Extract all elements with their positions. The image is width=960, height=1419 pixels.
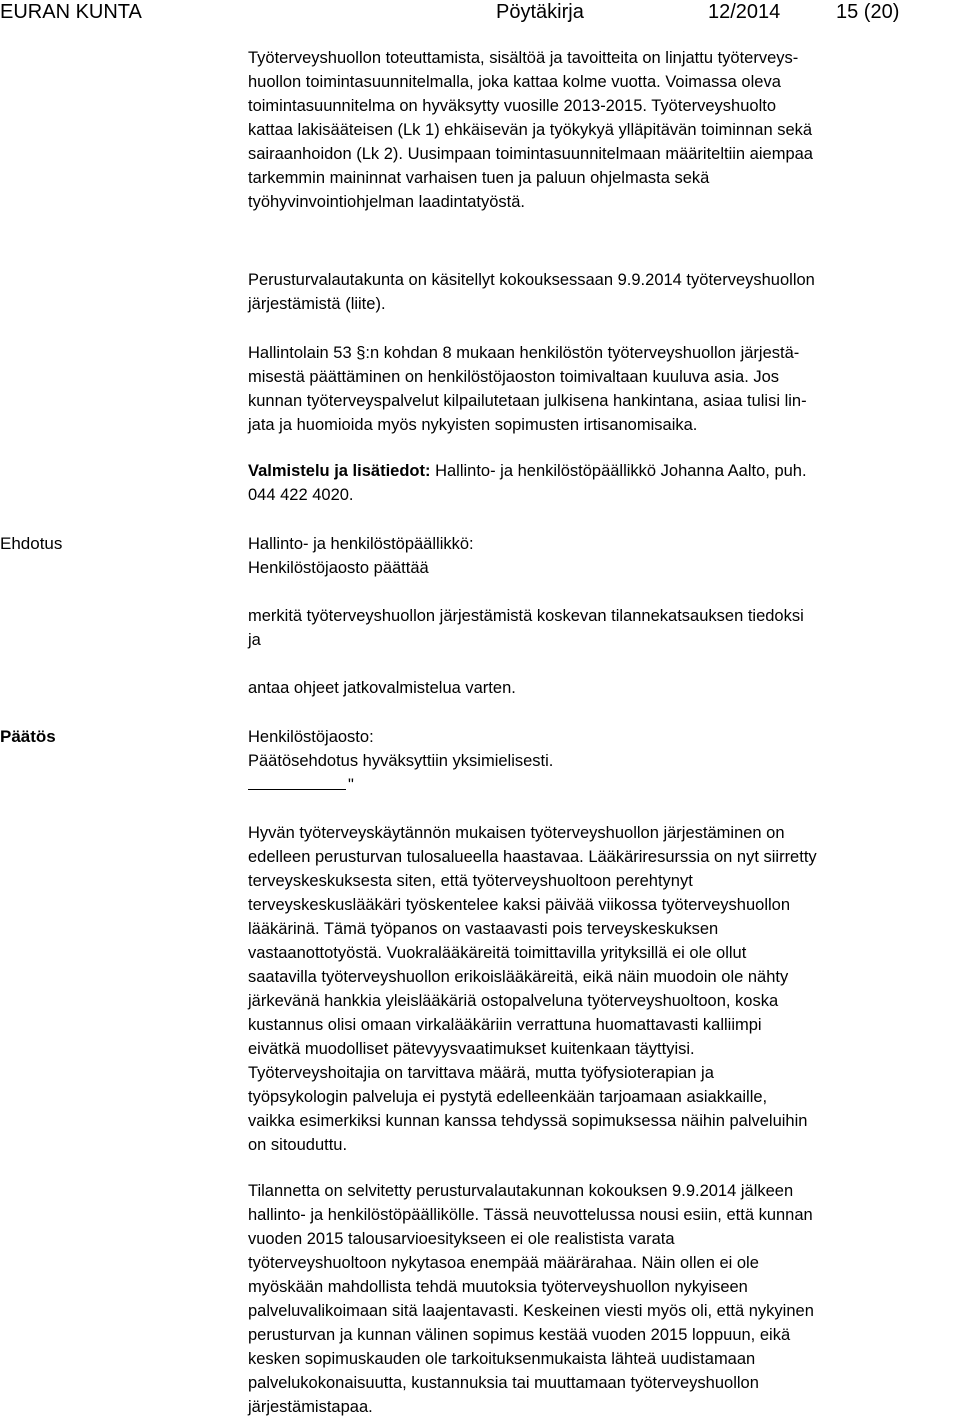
paatos-decision: Päätösehdotus hyväksyttiin yksimielisesti.	[248, 752, 554, 770]
perusturva-paragraph	[248, 268, 960, 316]
page-number: 15 (20)	[836, 1, 900, 23]
text-line: sairaanhoidon (Lk 2). Uusimpaan toimintasuunnitelmaan määriteltiin aiempaa	[248, 145, 813, 163]
text-line: Hyvän työterveyskäytännön mukaisen työterveyshuollon järjestäminen on	[248, 824, 785, 842]
text-line: vaikka esimerkiksi kunnan kanssa tehdyssä sopimuksessa näihin palveluihin	[248, 1112, 808, 1130]
text-line: terveyskeskuksesta siten, että työterveyshuoltoon perehtynyt	[248, 872, 693, 890]
text-line: ja	[248, 631, 261, 649]
valmistelu-paragraph	[248, 459, 960, 507]
text-line: terveyskeskuslääkäri työskentelee kaksi päivää viikossa työterveyshuollon	[248, 896, 791, 914]
text-line: Tilannetta on selvitetty perusturvalautakunnan kokouksen 9.9.2014 jälkeen	[248, 1182, 794, 1200]
text-line: palvelukokonaisuutta, kustannuksia tai muuttamaan työterveyshuollon	[248, 1374, 759, 1392]
paatos-section	[248, 725, 960, 797]
text-line: eivätkä muodolliset pätevyysvaatimukset kuitenkaan täyttyisi.	[248, 1040, 695, 1058]
text-line: kattaa lakisääteisen (Lk 1) ehkäisevän ja työkykyä ylläpitävän toiminnan sekä	[248, 121, 813, 139]
text-line: Perusturvalautakunta on käsitellyt kokouksessaan 9.9.2014 työterveyshuollon	[248, 271, 815, 289]
text-line: työhyvinvointiohjelman laadintatyöstä.	[248, 193, 525, 211]
text-line: misestä päättäminen on henkilöstöjaoston toimivaltaan kuuluva asia. Jos	[248, 368, 780, 386]
quote-line	[248, 773, 960, 797]
text-line: työterveyshuoltoon nykytasoa enempää määrärahaa. Näin ollen ei ole	[248, 1254, 759, 1272]
text-line: Työterveyshuollon toteuttamista, sisältöä ja tavoitteita on linjattu työterveys-	[248, 49, 799, 67]
text-line: palveluvalikoimaan sitä laajentavasti. Keskeinen viesti myös oli, että nykyinen	[248, 1302, 814, 1320]
hyvan-paragraph	[248, 821, 960, 1157]
text-line: työpsykologin palveluja ei pystytä edelleenkään tarjoamaan asiakkaille,	[248, 1088, 768, 1106]
issue-number: 12/2014	[708, 1, 781, 23]
text-line: järkevänä hankkia yleislääkäriä ostopalveluna työterveyshuoltoon, koska	[248, 992, 779, 1010]
text-line: antaa ohjeet jatkovalmistelua varten.	[248, 679, 516, 697]
text-line: jata ja huomioida myös nykyisten sopimusten irtisanomisaika.	[248, 416, 698, 434]
text-line: vastaanottotyöstä. Vuokralääkäreitä toimittavilla yrityksillä ei ole ollut	[248, 944, 747, 962]
tilanne-paragraph	[248, 1179, 960, 1419]
hallintolaki-paragraph	[248, 341, 960, 437]
document-type: Pöytäkirja	[496, 1, 584, 23]
text-line: järjestämistapaa.	[248, 1398, 373, 1416]
text-line	[248, 459, 960, 483]
text-line: Hallintolain 53 §:n kohdan 8 mukaan henkilöstön työterveyshuollon järjestä-	[248, 344, 800, 362]
paatos-body: Henkilöstöjaosto:	[248, 728, 374, 746]
text-line: kesken sopimuskauden ole tarkoituksenmukaista lähteä uudistamaan	[248, 1350, 756, 1368]
paatos-label: Päätös	[0, 727, 56, 746]
text-line: tarkemmin maininnat varhaisen tuen ja paluun ohjelmasta sekä	[248, 169, 710, 187]
underline-rule	[248, 775, 346, 790]
text-line: huollon toimintasuunnitelmalla, joka kattaa kolme vuotta. Voimassa oleva	[248, 73, 781, 91]
text-line: myöskään mahdollista tehdä muutoksia työterveyshuollon nykyiseen	[248, 1278, 748, 1296]
text-line: järjestämistä (liite).	[248, 295, 386, 313]
text-line: on sitouduttu.	[248, 1136, 348, 1154]
valmistelu-contact: Hallinto- ja henkilöstöpäällikkö Johanna Aalto, puh.	[430, 462, 807, 480]
ehdotus-section	[248, 532, 960, 580]
proposer: Hallinto- ja henkilöstöpäällikkö:	[248, 535, 474, 553]
text-line: edelleen perusturvan tulosalueella haastavaa. Lääkäriresurssia on nyt siirretty	[248, 848, 817, 866]
text-line: lääkärinä. Tämä työpanos on vastaavasti pois terveyskeskuksen	[248, 920, 719, 938]
text-line: merkitä työterveyshuollon järjestämistä koskevan tilannekatsauksen tiedoksi	[248, 607, 804, 625]
organization-name: EURAN KUNTA	[0, 1, 142, 23]
ehdotus-item-2	[248, 676, 960, 700]
decider: Henkilöstöjaosto päättää	[248, 559, 429, 577]
text-line: kunnan työterveyspalvelut kilpailutetaan julkisena hankintana, asiaa tulisi lin-	[248, 392, 807, 410]
text-line: perusturvan ja kunnan välinen sopimus kestää vuoden 2015 loppuun, eikä	[248, 1326, 791, 1344]
page-header	[0, 0, 960, 26]
valmistelu-label: Valmistelu ja lisätiedot:	[248, 462, 431, 480]
text-line: hallinto- ja henkilöstöpäällikölle. Tässä neuvottelussa nousi esiin, että kunnan	[248, 1206, 813, 1224]
text-line: saatavilla työterveyshuollon erikoislääkäreitä, eikä näin muodoin ole nähty	[248, 968, 789, 986]
ehdotus-item-1	[248, 604, 960, 652]
quote-mark: "	[348, 776, 354, 794]
text-line: Työterveyshoitajia on tarvittava määrä, mutta työfysioterapian ja	[248, 1064, 714, 1082]
valmistelu-phone: 044 422 4020.	[248, 486, 354, 504]
ehdotus-label: Ehdotus	[0, 534, 63, 553]
text-line: vuoden 2015 talousarvioesitykseen ei ole realistista varata	[248, 1230, 675, 1248]
text-line: kustannus olisi omaan virkalääkäriin verrattuna huomattavasti kalliimpi	[248, 1016, 762, 1034]
text-line: toimintasuunnitelma on hyväksytty vuosille 2013-2015. Työterveyshuolto	[248, 97, 776, 115]
intro-paragraph	[248, 46, 960, 214]
